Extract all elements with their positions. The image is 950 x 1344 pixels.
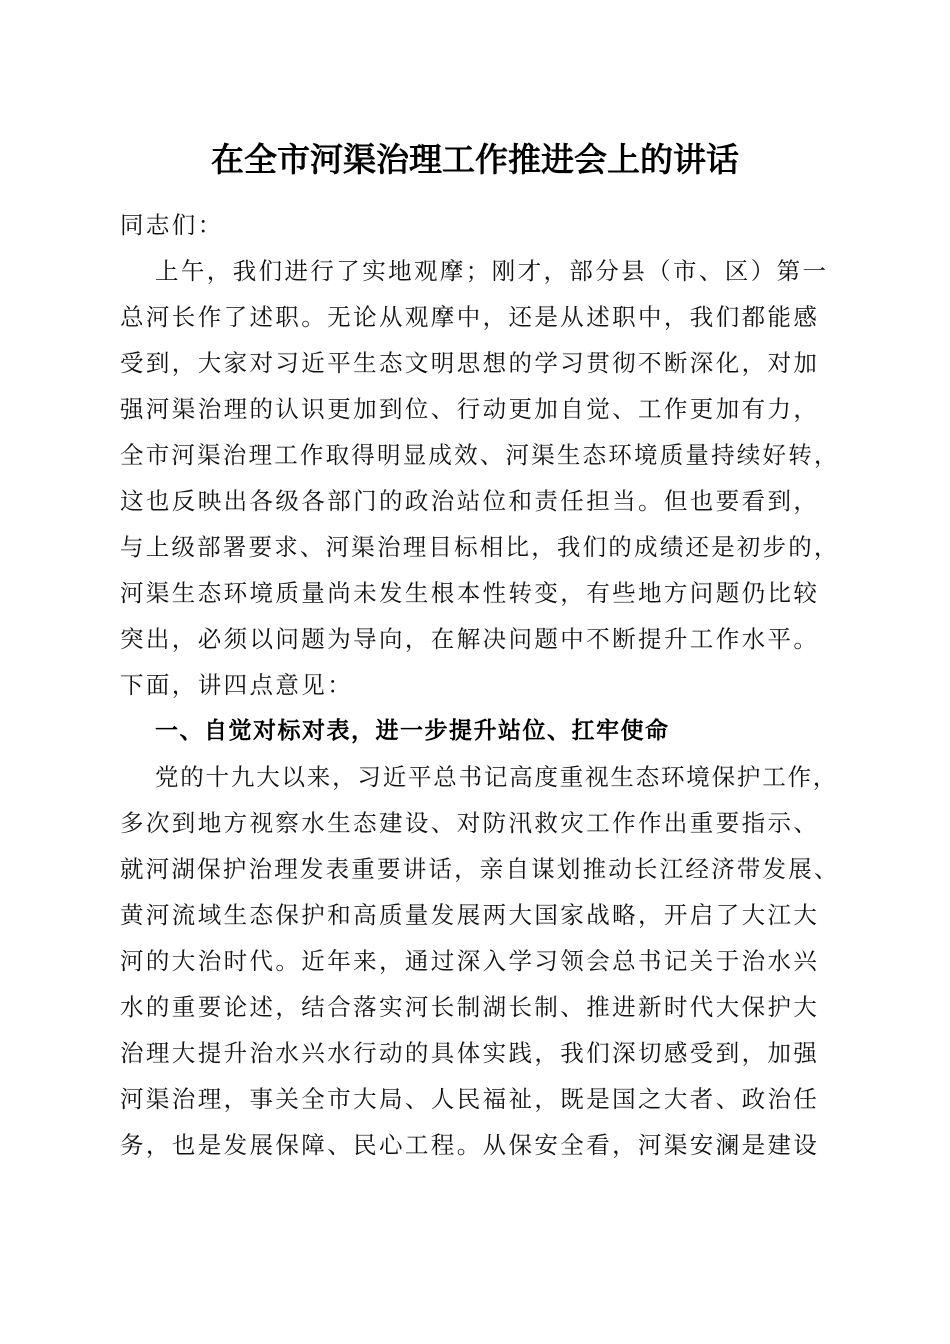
body-line: 水的重要论述，结合落实河长制湖长制、推进新时代大保护大 [120,993,820,1021]
body-line: 务，也是发展保障、民心工程。从保安全看，河渠安澜是建设 [120,1131,820,1159]
body-line: 这也反映出各级各部门的政治站位和责任担当。但也要看到， [120,487,820,515]
salutation-line: 同志们： [120,211,224,239]
body-line: 多次到地方视察水生态建设、对防汛救灾工作作出重要指示、 [120,809,820,837]
body-line: 河的大治时代。近年来，通过深入学习领会总书记关于治水兴 [120,947,820,975]
body-line: 全市河渠治理工作取得明显成效、河渠生态环境质量持续好转， [120,441,840,469]
body-line: 突出，必须以问题为导向，在解决问题中不断提升工作水平。 [120,625,820,653]
body-line: 总河长作了述职。无论从观摩中，还是从述职中，我们都能感 [120,303,820,331]
body-line: 河渠生态环境质量尚未发生根本性转变，有些地方问题仍比较 [120,579,820,607]
body-line: 河渠治理，事关全市大局、人民福祉，既是国之大者、政治任 [120,1085,820,1113]
body-line: 上午，我们进行了实地观摩；刚才，部分县（市、区）第一 [155,257,829,285]
body-line: 就河湖保护治理发表重要讲话，亲自谋划推动长江经济带发展、 [120,855,840,883]
document-title: 在全市河渠治理工作推进会上的讲话 [211,140,739,179]
body-line: 党的十九大以来，习近平总书记高度重视生态环境保护工作， [155,763,839,791]
section-heading: 一、自觉对标对表，进一步提升站位、扛牢使命 [155,718,670,744]
body-line: 下面，讲四点意见： [120,671,354,699]
body-line: 受到，大家对习近平生态文明思想的学习贯彻不断深化，对加 [120,349,820,377]
body-line: 黄河流域生态保护和高质量发展两大国家战略，开启了大江大 [120,901,820,929]
body-line: 强河渠治理的认识更加到位、行动更加自觉、工作更加有力， [120,395,820,423]
body-line: 治理大提升治水兴水行动的具体实践，我们深切感受到，加强 [120,1039,820,1067]
body-line: 与上级部署要求、河渠治理目标相比，我们的成绩还是初步的， [120,533,840,561]
